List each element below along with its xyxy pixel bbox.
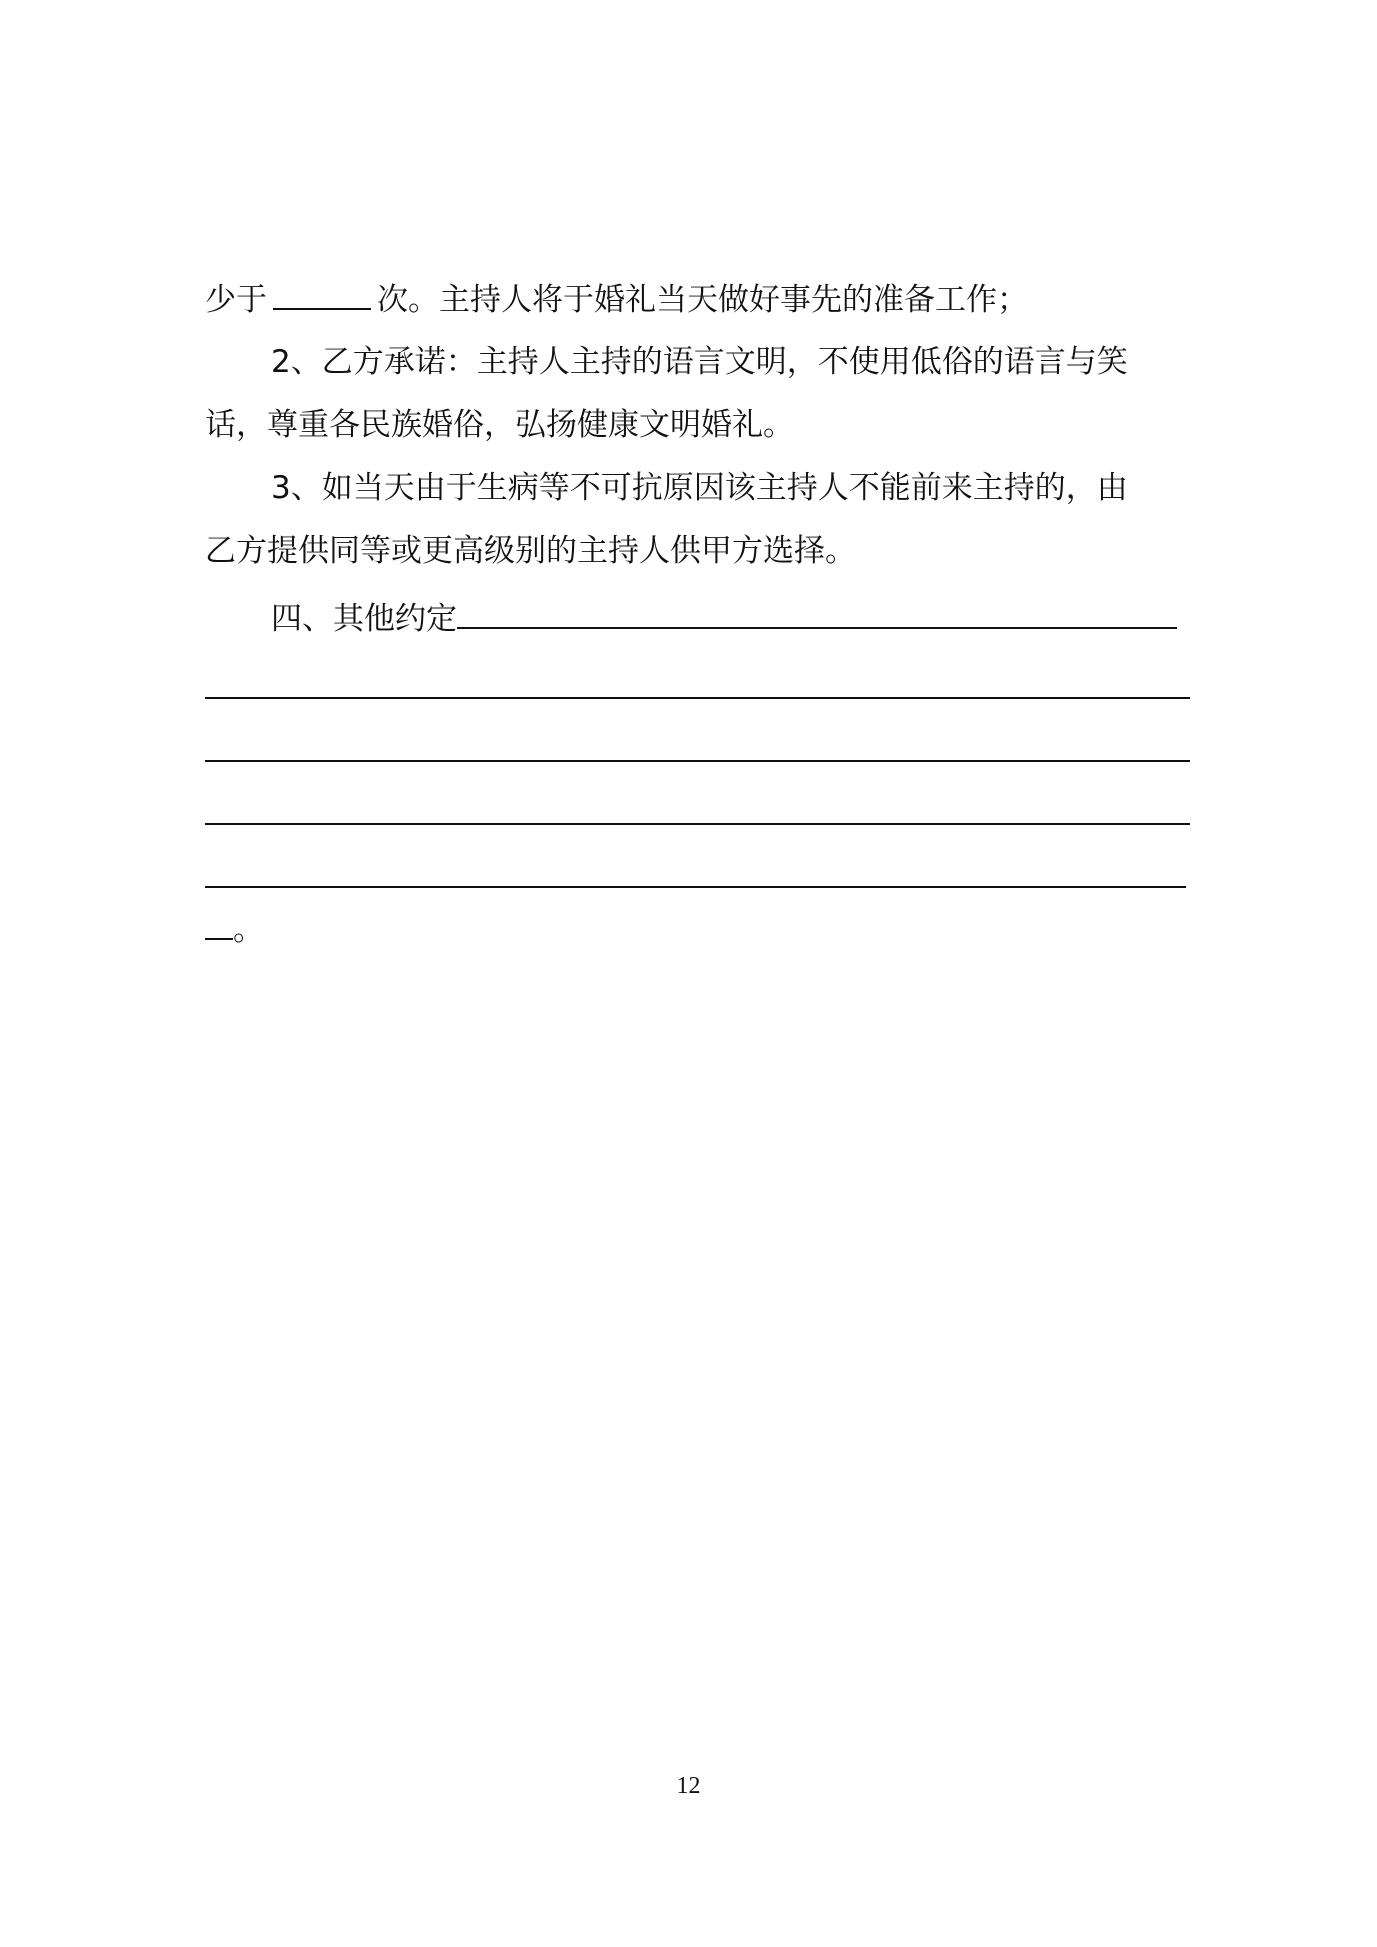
clause-2-text-1: 2、乙方承诺：主持人主持的语言文明，不使用低俗的语言与笑 <box>271 344 1128 380</box>
section-4-heading-line <box>205 583 1190 646</box>
blank-line-4[interactable] <box>205 835 1190 898</box>
blank-line-1[interactable] <box>205 646 1190 709</box>
closing-line <box>205 898 1190 961</box>
document-body <box>205 268 1190 961</box>
clause-2-line-2 <box>205 394 1190 457</box>
count-blank-field[interactable] <box>273 268 371 310</box>
clause-3-text-2: 乙方提供同等或更高级别的主持人供甲方选择。 <box>205 533 856 569</box>
clause-3-text-1: 3、如当天由于生病等不可抗原因该主持人不能前来主持的，由 <box>271 470 1128 506</box>
text-before-blank: 少于 <box>205 282 267 318</box>
underline-rule <box>205 697 1190 699</box>
section-4-heading: 四、其他约定 <box>271 601 457 637</box>
text-after-blank: 次。主持人将于婚礼当天做好事先的准备工作； <box>377 282 1028 318</box>
page-number: 12 <box>676 1773 701 1799</box>
underline-rule <box>205 760 1190 762</box>
clause-3-line-2 <box>205 520 1190 583</box>
clause-3-line-1 <box>205 457 1190 520</box>
closing-period: 。 <box>233 912 264 948</box>
clause-2-text-2: 话，尊重各民族婚俗，弘扬健康文明婚礼。 <box>205 407 794 443</box>
other-agreement-blank[interactable] <box>457 583 1177 629</box>
closing-blank[interactable] <box>205 898 233 940</box>
clause-2-line-1 <box>205 331 1190 394</box>
blank-line-2[interactable] <box>205 709 1190 772</box>
paragraph-line-1 <box>205 268 1190 331</box>
blank-line-3[interactable] <box>205 772 1190 835</box>
underline-rule <box>205 886 1186 888</box>
underline-rule <box>205 823 1190 825</box>
